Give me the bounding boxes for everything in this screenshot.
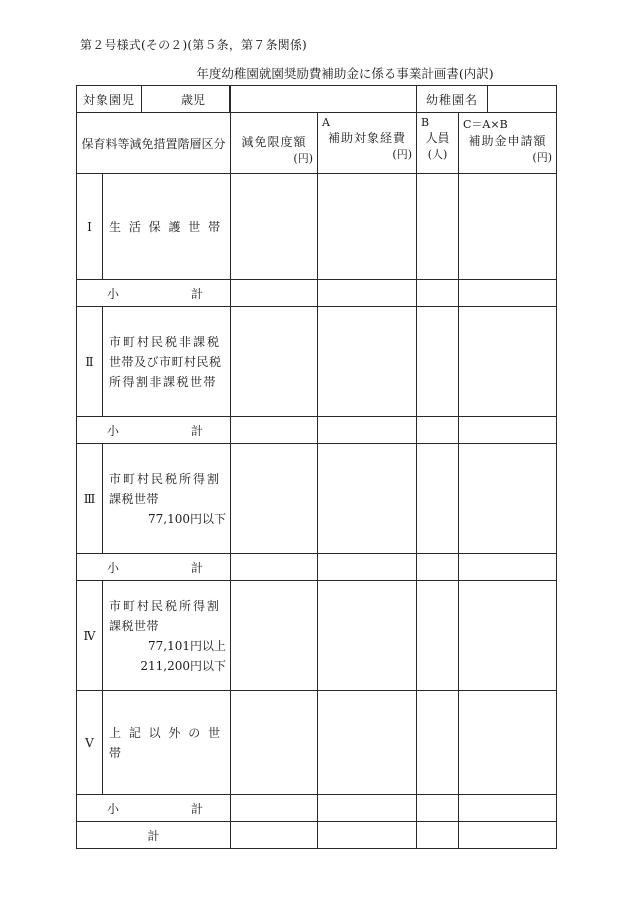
amount-header: C＝A×B 補助金申請額 (円) [459, 113, 557, 174]
target-children-label: 対象園児 [77, 86, 142, 112]
subtotal-row [77, 417, 557, 444]
amount-cell[interactable] [459, 691, 557, 795]
limit-cell[interactable] [231, 822, 318, 849]
expense-cell[interactable] [318, 822, 417, 849]
limit-cell[interactable] [231, 444, 318, 554]
amount-cell[interactable] [459, 581, 557, 691]
limit-cell[interactable] [231, 581, 318, 691]
people-cell[interactable] [417, 417, 459, 444]
limit-header: 減免限度額 (円) [231, 113, 318, 174]
limit-cell[interactable] [231, 691, 318, 795]
tier-row [77, 174, 557, 280]
expense-cell[interactable] [318, 554, 417, 581]
limit-cell[interactable] [231, 554, 318, 581]
amount-cell[interactable] [459, 795, 557, 822]
kindergarten-name-label: 幼稚園名 [417, 86, 488, 112]
expense-cell[interactable] [318, 444, 417, 554]
subtotal-row [77, 554, 557, 581]
total-label: 計 [77, 822, 231, 849]
tier-row [77, 444, 557, 554]
tier-numeral: Ⅳ [77, 581, 103, 691]
expense-cell[interactable] [318, 174, 417, 280]
tier-description: 市町村民税所得割 課税世帯 77,100円以下 [103, 444, 231, 554]
people-cell[interactable] [417, 280, 459, 307]
subtotal-label: 小 計 [77, 554, 231, 581]
people-cell[interactable] [417, 581, 459, 691]
amount-cell[interactable] [459, 174, 557, 280]
expense-cell[interactable] [318, 795, 417, 822]
limit-cell[interactable] [231, 795, 318, 822]
document-title: 年度幼稚園就園奨励費補助金に係る事業計画書(内訳) [196, 66, 494, 81]
amount-cell[interactable] [459, 307, 557, 417]
people-cell[interactable] [417, 822, 459, 849]
tier-row [77, 581, 557, 691]
amount-cell[interactable] [459, 444, 557, 554]
subtotal-label: 小 計 [77, 280, 231, 307]
people-cell[interactable] [417, 174, 459, 280]
header-info-row [77, 86, 557, 113]
people-cell[interactable] [417, 795, 459, 822]
tier-description: 市町村民税非課税 世帯及び市町村民税 所得割非課税世帯 [103, 307, 231, 417]
tier-description: 生 活 保 護 世 帯 [103, 174, 231, 280]
subtotal-label: 小 計 [77, 795, 231, 822]
tier-numeral: Ⅱ [77, 307, 103, 417]
tier-numeral: Ⅲ [77, 444, 103, 554]
amount-cell[interactable] [459, 822, 557, 849]
subtotal-label: 小 計 [77, 417, 231, 444]
tier-description: 上 記 以 外 の 世 帯 [103, 691, 231, 795]
tier-row [77, 307, 557, 417]
expense-cell[interactable] [318, 280, 417, 307]
limit-cell[interactable] [231, 307, 318, 417]
amount-cell[interactable] [459, 554, 557, 581]
subtotal-row [77, 280, 557, 307]
column-header-row [77, 113, 557, 174]
expense-header: A 補助対象経費 (円) [318, 113, 417, 174]
plan-breakdown-table [76, 85, 557, 849]
people-cell[interactable] [417, 444, 459, 554]
tier-description: 市町村民税所得割 課税世帯 77,101円以上 211,200円以下 [103, 581, 231, 691]
expense-cell[interactable] [318, 417, 417, 444]
tier-row [77, 691, 557, 795]
total-row [77, 822, 557, 849]
people-cell[interactable] [417, 691, 459, 795]
expense-cell[interactable] [318, 581, 417, 691]
amount-cell[interactable] [459, 280, 557, 307]
expense-cell[interactable] [318, 691, 417, 795]
kindergarten-name-field[interactable] [488, 86, 556, 112]
people-header: B 人員 (人) [417, 113, 459, 174]
age-value-cell[interactable] [231, 86, 417, 113]
amount-cell[interactable] [459, 417, 557, 444]
limit-cell[interactable] [231, 174, 318, 280]
tier-numeral: Ⅴ [77, 691, 103, 795]
people-cell[interactable] [417, 554, 459, 581]
tier-numeral: Ⅰ [77, 174, 103, 280]
expense-cell[interactable] [318, 307, 417, 417]
people-cell[interactable] [417, 307, 459, 417]
form-number: 第２号様式(その２)(第５条，第７条関係) [80, 38, 307, 52]
limit-cell[interactable] [231, 417, 318, 444]
age-class-label: 歳児 [142, 86, 230, 112]
subtotal-row [77, 795, 557, 822]
limit-cell[interactable] [231, 280, 318, 307]
category-header: 保育料等減免措置階層区分 [77, 113, 231, 174]
